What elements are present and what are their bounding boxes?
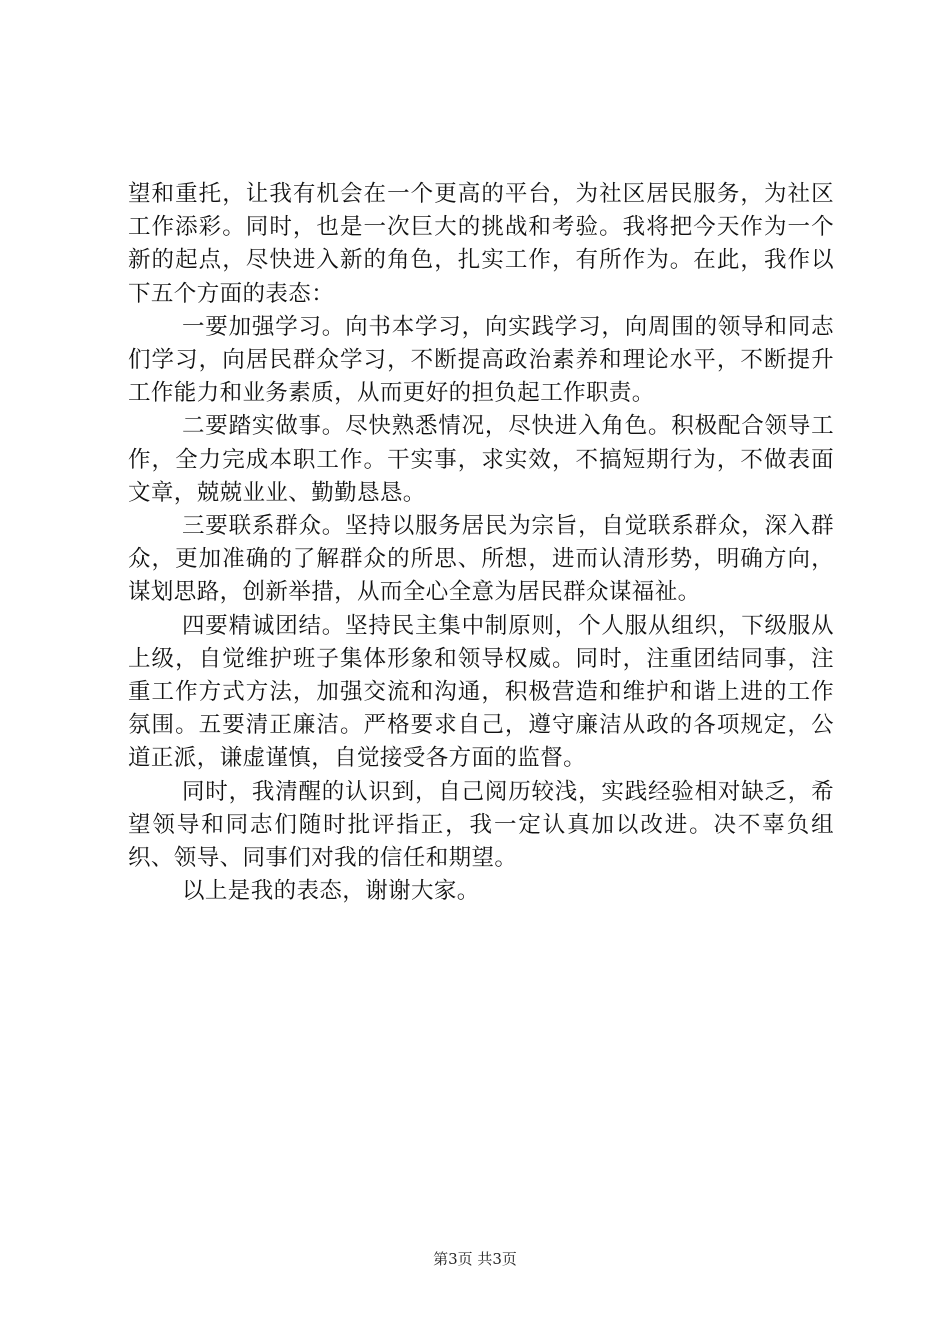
- paragraph-unity: 四要精诚团结。坚持民主集中制原则，个人服从组织，下级服从上级，自觉维护班子集体形象和领导权威。同时，注重团结同事，注重工作方式方法，加强交流和沟通，积极营造和维护和谐上进的工作氛围。五要清正廉洁。严格要求自己，遵守廉洁从政的各项规定，公道正派，谦虚谨慎，自觉接受各方面的监督。: [128, 612, 834, 772]
- paragraph-closing: 以上是我的表态，谢谢大家。: [182, 878, 480, 905]
- paragraph-work: 二要踏实做事。尽快熟悉情况，尽快进入角色。积极配合领导工作，全力完成本职工作。干实事，求实效，不搞短期行为，不做表面文章，兢兢业业、勤勤恳恳。: [128, 413, 834, 506]
- paragraph-intro: 望和重托，让我有机会在一个更高的平台，为社区居民服务，为社区工作添彩。同时，也是一次巨大的挑战和考验。我将把今天作为一个新的起点，尽快进入新的角色，扎实工作，有所作为。在此，我作以下五个方面的表态：: [128, 181, 834, 307]
- paragraph-awareness: 同时，我清醒的认识到，自己阅历较浅，实践经验相对缺乏，希望领导和同志们随时批评指正，我一定认真加以改进。决不辜负组织、领导、同事们对我的信任和期望。: [128, 778, 834, 872]
- page-number-footer: 第3页 共3页: [433, 1250, 517, 1268]
- document-body: [128, 178, 834, 908]
- paragraph-study: 一要加强学习。向书本学习，向实践学习，向周围的领导和同志们学习，向居民群众学习，不断提高政治素养和理论水平，不断提升工作能力和业务素质，从而更好的担负起工作职责。: [128, 313, 834, 407]
- paragraph-masses: 三要联系群众。坚持以服务居民为宗旨，自觉联系群众，深入群众，更加准确的了解群众的所思、所想，进而认清形势，明确方向，谋划思路，创新举措，从而全心全意为居民群众谋福祉。: [128, 513, 834, 606]
